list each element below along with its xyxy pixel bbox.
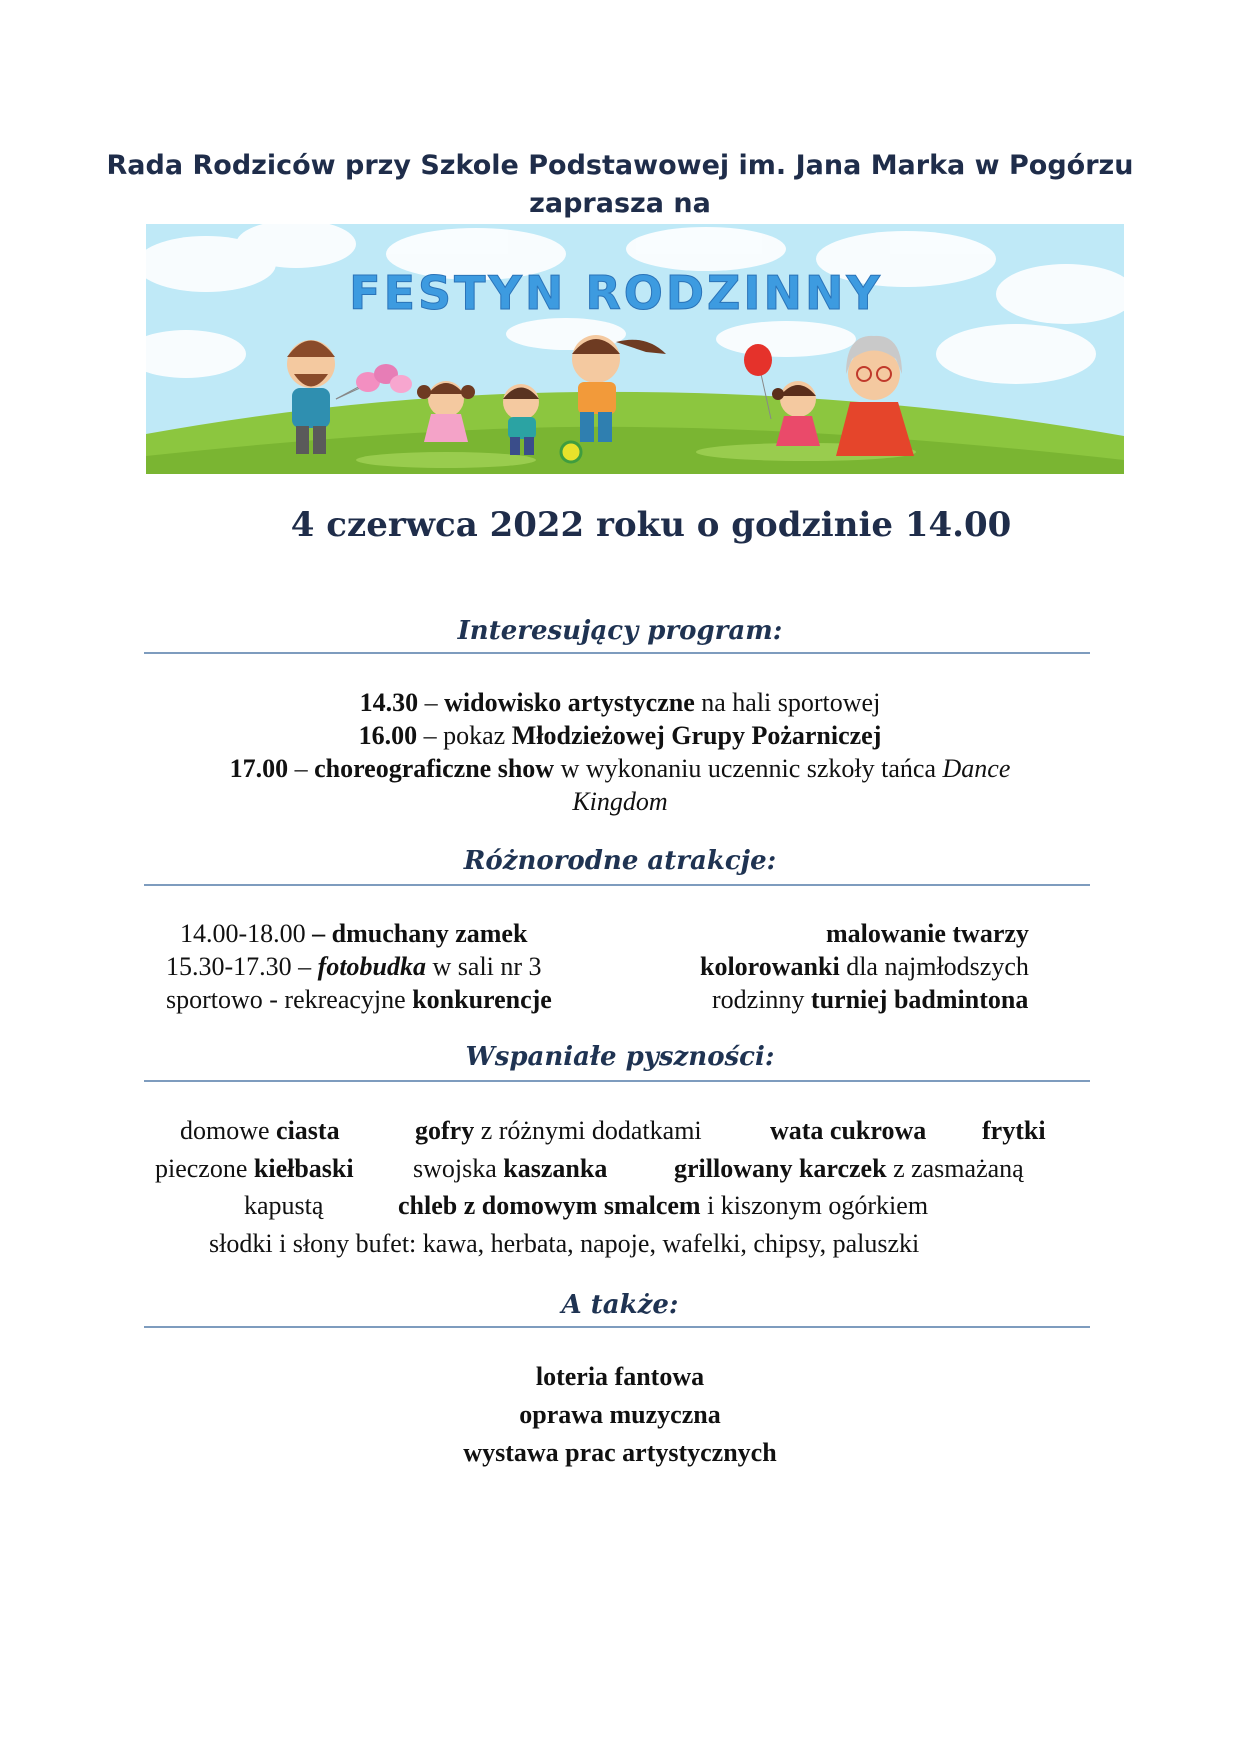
attraction-item: 14.00-18.00 – dmuchany zamek: [180, 919, 528, 948]
attraction-item: malowanie twarzy: [826, 919, 1029, 948]
attraction-item: sportowo - rekreacyjne konkurencje: [166, 985, 552, 1014]
food-item: frytki: [982, 1116, 1046, 1145]
food-item: kapustą: [244, 1191, 324, 1220]
section-divider: [144, 1080, 1090, 1082]
food-item: pieczone kiełbaski: [155, 1154, 354, 1183]
buffet-line: słodki i słony bufet: kawa, herbata, napoje, wafelki, chipsy, paluszki: [209, 1229, 920, 1258]
section-divider: [144, 652, 1090, 654]
food-item: chleb z domowym smalcem i kiszonym ogórkiem: [398, 1191, 929, 1220]
attraction-item: kolorowanki dla najmłodszych: [700, 952, 1029, 981]
also-title: A także:: [561, 1290, 679, 1320]
attraction-item: rodzinny turniej badmintona: [712, 985, 1029, 1014]
invite-line: zaprasza na: [529, 188, 711, 219]
extra-item: loteria fantowa: [535, 1362, 705, 1391]
festival-banner: [146, 224, 1124, 474]
extra-item: wystawa prac artystycznych: [463, 1438, 777, 1467]
food-item: grillowany karczek z zasmażaną: [674, 1154, 1024, 1183]
program-item: 14.30 – widowisko artystyczne na hali sportowej: [359, 688, 881, 717]
food-item: swojska kaszanka: [413, 1154, 608, 1183]
section-divider: [144, 1326, 1090, 1328]
section-divider: [144, 884, 1090, 886]
attraction-item: 15.30-17.30 – fotobudka w sali nr 3: [166, 952, 542, 981]
food-title: Wspaniałe pyszności:: [465, 1042, 775, 1072]
food-item: wata cukrowa: [770, 1116, 927, 1145]
attractions-title: Różnorodne atrakcje:: [463, 846, 777, 876]
food-item: domowe ciasta: [180, 1116, 340, 1145]
ball: [561, 442, 581, 462]
program-title: Interesujący program:: [457, 616, 783, 646]
program-item-continued: Kingdom: [572, 787, 668, 816]
food-item: gofry z różnymi dodatkami: [415, 1116, 702, 1145]
organizer-line: Rada Rodziców przy Szkole Podstawowej im. Jana Marka w Pogórzu: [106, 150, 1134, 181]
program-item: 17.00 – choreograficzne show w wykonaniu uczennic szkoły tańca Dance: [229, 754, 1011, 783]
extra-item: oprawa muzyczna: [519, 1400, 721, 1429]
program-item: 16.00 – pokaz Młodzieżowej Grupy Pożarniczej: [358, 721, 882, 750]
event-date: 4 czerwca 2022 roku o godzinie 14.00: [290, 505, 1012, 545]
banner-title: FESTYN RODZINNY: [349, 266, 883, 320]
